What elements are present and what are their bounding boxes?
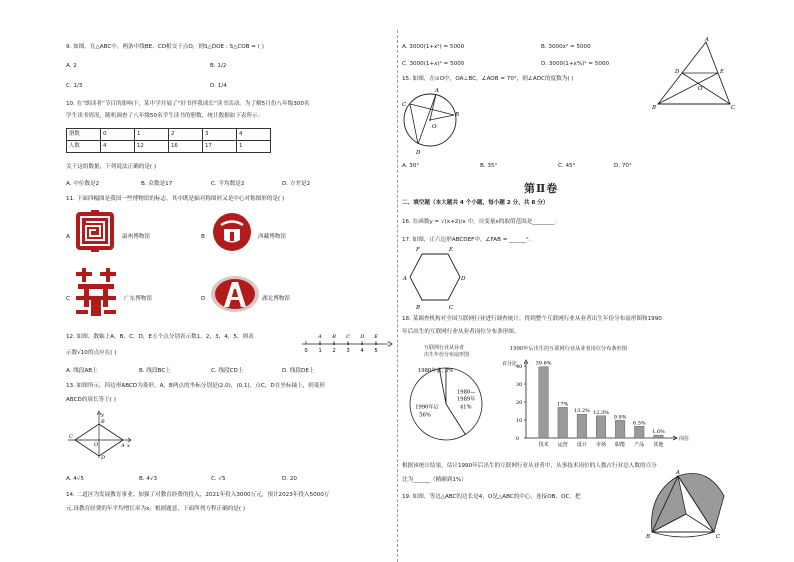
table-row bbox=[67, 129, 271, 141]
q11-logo-label-a: 温州博物馆 bbox=[122, 234, 150, 240]
q9-label-o: O bbox=[698, 86, 703, 92]
number-line-tick-label: 0 bbox=[304, 348, 308, 354]
bar-y-tick-label: 20 bbox=[516, 399, 523, 406]
q10-frequency-table bbox=[66, 128, 271, 153]
q12-option-b[interactable]: B. 线段BC上 bbox=[139, 368, 171, 374]
table-cell: 0 bbox=[101, 129, 135, 141]
q12-stem-line1: 12. 如图，数轴上A，B，C，D，E五个点分别表示数1，2，3，4，5，则表 bbox=[66, 334, 254, 340]
q9-stem: 9. 如图，在△ABC中，两条中线BE、CD相交于点O，则S△DOE : S△COB = ( ) bbox=[66, 44, 264, 50]
q18-result-line1: 根据该统计结果，估计1990年后出生的互联网行业从业者中，从事技术岗位的人数占行业总人数的百分 bbox=[402, 463, 657, 469]
q10-option-c[interactable]: C. 平均数是2 bbox=[211, 181, 245, 187]
q13-option-a[interactable]: A. 4√5 bbox=[66, 476, 84, 482]
q18-result-line2: 比为______（精确到1%） bbox=[402, 477, 467, 483]
q10-question: 关于这组数据，下列说法正确的是( ) bbox=[66, 164, 157, 170]
bar-y-tick-label: 40 bbox=[516, 363, 523, 370]
table-cell: 2 bbox=[169, 129, 203, 141]
table-cell: 4 bbox=[237, 129, 271, 141]
bar-data-label: 39.6% bbox=[535, 360, 552, 367]
pie-label: 1980— bbox=[457, 389, 476, 396]
bar-y-tick-label: 10 bbox=[516, 417, 523, 424]
q14-option-c[interactable]: C. 3000(1+x)² = 5000 bbox=[402, 61, 465, 67]
q17-stem: 17. 如图，正六边形ABCDEF中，∠FAB = ______°. bbox=[402, 237, 531, 243]
q15-option-c[interactable]: C. 45° bbox=[558, 163, 576, 169]
table-cell: 12 bbox=[135, 141, 169, 153]
q14-option-a[interactable]: A. 3000(1+x²) = 5000 bbox=[402, 44, 465, 50]
bar-data-label: 13.2% bbox=[573, 408, 590, 415]
q15-label-b: B bbox=[455, 112, 460, 118]
bar-category-label: 其他 bbox=[653, 442, 664, 448]
q9-option-c[interactable]: C. 1/3 bbox=[66, 83, 83, 89]
q9-option-a[interactable]: A. 2 bbox=[66, 63, 77, 69]
hex-label-e: E bbox=[449, 247, 454, 253]
number-line-tick-label: 3 bbox=[346, 348, 350, 354]
number-line-point-label: B bbox=[332, 334, 336, 340]
q14-option-d[interactable]: D. 3000(1+x%)² = 5000 bbox=[541, 61, 610, 67]
q13-stem-line1: 13. 如图所示，四边形ABCD为菱形，A，B两点的坐标分别是(2,0)，(0,1)，点C，D在坐标轴上，则菱形 bbox=[66, 383, 326, 389]
q11-stem: 11. 下面四幅图是我国一些博物馆的标志，其中既是轴对称图形又是中心对称图形的是( ) bbox=[66, 196, 285, 202]
table-cell: 1 bbox=[237, 141, 271, 153]
hubei-museum-logo-icon bbox=[210, 275, 260, 313]
q15-label-d: D bbox=[416, 150, 421, 156]
bar-data-label: 6.5% bbox=[632, 420, 646, 427]
q15-label-a: A bbox=[435, 88, 439, 94]
q10-stem-line2: 学生读书情况，随机调查了八年级50名学生读书的册数，统计数据如下表所示： bbox=[66, 113, 264, 119]
number-line-point-label: E bbox=[374, 334, 378, 340]
table-row bbox=[67, 141, 271, 153]
q14-stem-line2: 元.设教育经费的年平均增长率为x，根据题意，下面所列方程正确的是( ) bbox=[66, 506, 246, 512]
q15-option-a[interactable]: A. 30° bbox=[402, 163, 420, 169]
bar bbox=[558, 407, 568, 438]
pie-label: 1990年后 bbox=[415, 404, 439, 411]
q15-stem: 15. 如图，在⊙O中，OA⊥BC，∠AOB = 70°，则∠ADC的度数为( ) bbox=[402, 76, 574, 82]
bar-y-tick-label: 30 bbox=[516, 381, 523, 388]
q15-option-b[interactable]: B. 35° bbox=[480, 163, 498, 169]
number-line-point bbox=[333, 343, 335, 345]
bar-category-label: 职能 bbox=[615, 442, 626, 448]
hex-label-b: B bbox=[416, 305, 421, 311]
pie-chart bbox=[406, 360, 486, 444]
q13-option-d[interactable]: D. 20 bbox=[282, 476, 297, 482]
bar-category-label: 运营 bbox=[557, 442, 568, 448]
q13-label-o: O bbox=[94, 442, 99, 448]
q13-label-d: D bbox=[101, 455, 106, 461]
part2-heading: 二、填空题（本大题共 4 个小题，每小题 2 分，共 8 分） bbox=[402, 200, 549, 206]
tibet-museum-logo-icon bbox=[212, 212, 252, 252]
number-line-point bbox=[319, 343, 321, 345]
pie-value-label: 41% bbox=[460, 404, 472, 411]
q15-circle-figure bbox=[400, 84, 458, 160]
section-title: 第Ⅱ卷 bbox=[524, 182, 559, 195]
bar-category-label: 市场 bbox=[595, 442, 607, 448]
bar-y-axis-label: 百分比 bbox=[502, 361, 518, 367]
row-header-books: 册数 bbox=[67, 129, 101, 141]
hex-label-d: D bbox=[461, 276, 466, 282]
q10-option-b[interactable]: B. 众数是17 bbox=[141, 181, 173, 187]
q11-logo-label-b: 西藏博物馆 bbox=[258, 234, 286, 240]
q11-option-d[interactable]: D bbox=[201, 296, 206, 302]
q11-logo-label-c: 广东博物馆 bbox=[124, 296, 152, 302]
q13-option-b[interactable]: B. 4√3 bbox=[139, 476, 158, 482]
q11-option-a[interactable]: A bbox=[66, 234, 70, 240]
table-cell: 16 bbox=[169, 141, 203, 153]
q12-option-d[interactable]: D. 线段DE上 bbox=[282, 368, 315, 374]
q19-label-a: A bbox=[676, 470, 680, 476]
q12-option-c[interactable]: C. 线段CD上 bbox=[211, 368, 244, 374]
table-cell: 4 bbox=[101, 141, 135, 153]
bar bbox=[577, 414, 587, 438]
number-line-tick-label: 1 bbox=[318, 348, 322, 354]
q9-label-b: B bbox=[652, 105, 657, 111]
hex-label-a: A bbox=[403, 276, 407, 282]
q18-stem-line1: 18. 某调查机构对全国互联网行业进行调查统计，得到整个互联网行业从业者出生年份分布扇形图和1990 bbox=[402, 316, 662, 322]
q15-label-c: C bbox=[402, 102, 407, 108]
bar-chart-title: 1990年后出生的互联网行业从业者岗位分布条形图 bbox=[510, 346, 627, 352]
q9-label-a: A bbox=[705, 37, 709, 43]
pie-title-line2: 出生年份分布扇形图 bbox=[424, 352, 470, 358]
q18-stem-line2: 年后出生的互联网行业从业者岗位分布条形图。 bbox=[402, 329, 520, 335]
number-line-point bbox=[375, 343, 377, 345]
q15-option-d[interactable]: D. 70° bbox=[614, 163, 632, 169]
q19-label-c: C bbox=[716, 534, 721, 540]
q12-number-line bbox=[300, 330, 392, 356]
bar-category-label: 技术 bbox=[538, 442, 549, 448]
bar-category-label: 产品 bbox=[634, 442, 645, 448]
number-line-tick-label: 2 bbox=[332, 348, 336, 354]
q9-option-d[interactable]: D. 1/4 bbox=[210, 83, 227, 89]
q9-label-c: C bbox=[731, 105, 736, 111]
bar-y-tick-label: 0 bbox=[516, 435, 520, 442]
q11-option-b[interactable]: B bbox=[201, 234, 205, 240]
number-line-tick-label: 4 bbox=[360, 348, 364, 354]
table-cell: 17 bbox=[203, 141, 237, 153]
q9-label-d: D bbox=[675, 69, 680, 75]
number-line-tick-label: 5 bbox=[374, 348, 378, 354]
bar-data-label: 17% bbox=[557, 401, 569, 408]
q11-option-c[interactable]: C bbox=[66, 296, 70, 302]
number-line-point-label: D bbox=[360, 334, 365, 340]
right-column bbox=[398, 0, 794, 562]
bar-chart bbox=[502, 356, 688, 452]
bar-data-label: 9.8% bbox=[613, 414, 627, 421]
q14-option-b[interactable]: B. 3000x² = 5000 bbox=[541, 44, 591, 50]
number-line-point-label: A bbox=[318, 334, 322, 340]
q11-logo-label-d: 湖北博物馆 bbox=[262, 296, 290, 302]
number-line-point bbox=[347, 343, 349, 345]
q13-label-x: x bbox=[127, 443, 130, 449]
q16-stem: 16. 在函数y = √(x+2)/x 中，自变量x的取值范围是________. bbox=[402, 219, 557, 225]
q17-hexagon-figure bbox=[402, 244, 466, 310]
q12-option-a[interactable]: A. 线段AB上 bbox=[66, 368, 98, 374]
bar-data-label: 12.3% bbox=[593, 409, 609, 416]
q15-label-o: O bbox=[432, 124, 437, 130]
table-cell: 3 bbox=[203, 129, 237, 141]
bar bbox=[654, 435, 664, 438]
q9-triangle-figure bbox=[652, 38, 736, 110]
bar bbox=[635, 426, 645, 438]
pie-label: 1980年前, 3% bbox=[418, 368, 454, 374]
q19-stem: 19. 如图，等边△ABC的边长是4，O是△ABC的中心，连接OB，OC，把 bbox=[402, 494, 581, 500]
q9-label-e: E bbox=[720, 69, 725, 75]
q14-stem-line1: 14. 二道区为发展教育事业，加强了对教育经费的投入，2021年投入3000万元，预计2023年投入5000万 bbox=[66, 492, 330, 498]
q13-option-c[interactable]: C. √5 bbox=[211, 476, 226, 482]
q12-stem-line2: 示数√10的点应在( ) bbox=[66, 350, 117, 356]
bar-category-label: 设计 bbox=[576, 442, 587, 448]
q13-label-b: B bbox=[101, 419, 105, 425]
pie-value-label: 56% bbox=[419, 412, 431, 419]
q10-option-d[interactable]: D. 方差是2 bbox=[282, 181, 311, 187]
bar bbox=[539, 367, 549, 438]
bar bbox=[615, 420, 625, 438]
row-header-people: 人数 bbox=[67, 141, 101, 153]
table-cell: 1 bbox=[135, 129, 169, 141]
hex-label-c: C bbox=[449, 305, 454, 311]
q19-figure bbox=[646, 470, 736, 542]
q13-rhombus-figure bbox=[66, 410, 132, 460]
q13-label-c: C bbox=[69, 434, 73, 440]
q9-option-b[interactable]: B. 1/2 bbox=[210, 63, 227, 69]
q13-label-a: A bbox=[121, 443, 125, 449]
q19-label-b: B bbox=[646, 534, 651, 540]
hex-label-f: F bbox=[416, 247, 420, 253]
q13-stem-line2: ABCD的周长等于( ) bbox=[66, 397, 116, 403]
pie-label: 1989年 bbox=[457, 396, 476, 403]
pie-title-line1: 互联网行业从业者 bbox=[424, 345, 465, 351]
bar bbox=[596, 416, 606, 438]
wenzhou-museum-logo-icon bbox=[74, 210, 116, 252]
number-line-point bbox=[361, 343, 363, 345]
q10-option-a[interactable]: A. 中位数是2 bbox=[66, 181, 100, 187]
bar-data-label: 1.6% bbox=[652, 429, 665, 436]
bar-x-axis-label: 岗位 bbox=[679, 436, 690, 442]
guangdong-museum-logo-icon bbox=[74, 268, 118, 318]
number-line-point-label: C bbox=[346, 334, 351, 340]
q13-label-y: y bbox=[101, 412, 104, 418]
q10-stem-line1: 10. 在“朗读者”节目的影响下，某中学开展了“好书伴我成长”读书活动。为了解5月份八年级300名 bbox=[66, 101, 310, 107]
